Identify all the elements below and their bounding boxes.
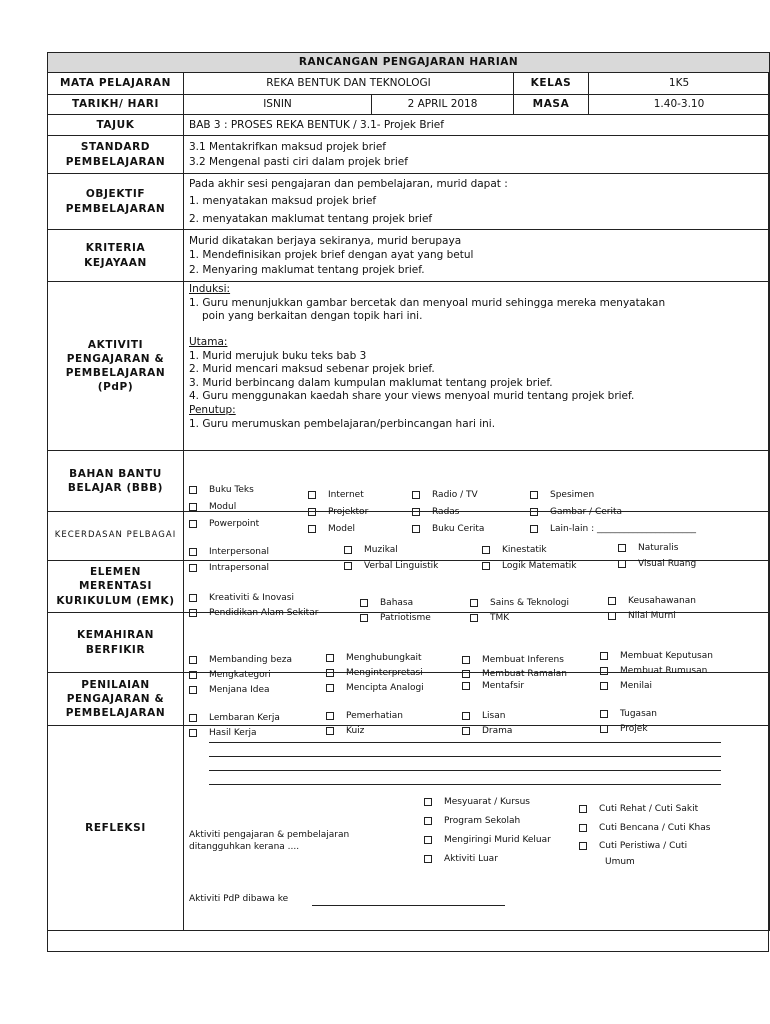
refleksi-line-4[interactable] xyxy=(209,784,721,785)
checkbox-icon xyxy=(600,682,608,690)
aktiviti-content[interactable] xyxy=(184,282,770,451)
bbb-option-modul[interactable]: Modul xyxy=(189,501,236,513)
objektif-label: OBJEKTIF PEMBELAJARAN xyxy=(48,174,184,230)
checkbox-icon xyxy=(579,842,587,850)
kecerdasan-option-intrapersonal[interactable]: Intrapersonal xyxy=(189,562,269,574)
checkbox-icon xyxy=(189,548,197,556)
penilaian-option-projek[interactable]: Projek xyxy=(600,723,648,735)
checkbox-icon xyxy=(344,562,352,570)
bbb-option-powerpoint[interactable]: Powerpoint xyxy=(189,518,259,530)
emk-option-patriotisme[interactable]: Patriotisme xyxy=(360,612,431,624)
kemahiran-option-membanding-beza[interactable]: Membanding beza xyxy=(189,654,292,666)
bbb-option-buku-teks[interactable]: Buku Teks xyxy=(189,484,254,496)
tajuk-label: TAJUK xyxy=(48,115,184,136)
bbb-label: BAHAN BANTU BELAJAR (BBB) xyxy=(48,451,184,512)
utama-heading: Utama: xyxy=(189,335,228,348)
checkbox-icon xyxy=(412,491,420,499)
kemahiran-label: KEMAHIRAN BERFIKIR xyxy=(48,613,184,673)
reason-mesyuarat[interactable]: Mesyuarat / Kursus xyxy=(424,796,530,808)
checkbox-icon xyxy=(360,614,368,622)
checkbox-icon xyxy=(462,670,470,678)
kriteria-content[interactable] xyxy=(184,230,770,282)
dibawa-input-line[interactable] xyxy=(312,905,505,906)
checkbox-icon xyxy=(326,654,334,662)
utama-line-3: 3. Murid berbincang dalam kumpulan maklumat tentang projek brief. xyxy=(189,376,553,389)
checkbox-icon xyxy=(462,682,470,690)
kemahiran-option-menilai[interactable]: Menilai xyxy=(600,680,652,692)
induksi-line-1: 1. Guru menunjukkan gambar bercetak dan menyoal murid sehingga mereka menyatakan xyxy=(189,296,666,309)
page-title: RANCANGAN PENGAJARAN HARIAN xyxy=(48,53,770,73)
kecerdasan-option-logik-matematik[interactable]: Logik Matematik xyxy=(482,560,577,572)
emk-option-kreativiti[interactable]: Kreativiti & Inovasi xyxy=(189,592,294,604)
checkbox-icon xyxy=(189,520,197,528)
kriteria-line-1: Murid dikatakan berjaya sekiranya, murid berupaya xyxy=(189,235,462,248)
standard-content[interactable] xyxy=(184,136,770,174)
checkbox-icon xyxy=(600,710,608,718)
kemahiran-option-membuat-ramalan[interactable]: Membuat Ramalan xyxy=(462,668,567,680)
checkbox-icon xyxy=(189,671,197,679)
bbb-option-projektor[interactable]: Projektor xyxy=(308,506,368,518)
checkbox-icon xyxy=(344,546,352,554)
reason-cuti-rehat[interactable]: Cuti Rehat / Cuti Sakit xyxy=(579,803,698,815)
checkbox-icon xyxy=(579,805,587,813)
refleksi-line-3[interactable] xyxy=(209,770,721,771)
penilaian-label: PENILAIAN PENGAJARAN & PEMBELAJARAN xyxy=(48,673,184,726)
checkbox-icon xyxy=(618,544,626,552)
penilaian-option-lisan[interactable]: Lisan xyxy=(462,710,505,722)
bbb-option-internet[interactable]: Internet xyxy=(308,489,364,501)
bbb-option-model[interactable]: Model xyxy=(308,523,355,535)
reason-cuti-peristiwa[interactable]: Cuti Peristiwa / Cuti xyxy=(579,840,687,852)
checkbox-icon xyxy=(308,508,316,516)
emk-option-sains-teknologi[interactable]: Sains & Teknologi xyxy=(470,597,569,609)
kemahiran-option-membuat-keputusan[interactable]: Membuat Keputusan xyxy=(600,650,713,662)
emk-option-bahasa[interactable]: Bahasa xyxy=(360,597,413,609)
checkbox-icon xyxy=(424,836,432,844)
kriteria-label: KRITERIA KEJAYAAN xyxy=(48,230,184,282)
penilaian-option-hasil-kerja[interactable]: Hasil Kerja xyxy=(189,727,257,739)
tarikh-label: TARIKH/ HARI xyxy=(48,95,184,115)
penilaian-option-tugasan[interactable]: Tugasan xyxy=(600,708,657,720)
tarikh-value[interactable]: 2 APRIL 2018 xyxy=(372,95,514,115)
checkbox-icon xyxy=(600,652,608,660)
checkbox-icon xyxy=(326,669,334,677)
bbb-option-gambar-cerita[interactable]: Gambar / Cerita xyxy=(530,506,622,518)
penilaian-option-lembaran-kerja[interactable]: Lembaran Kerja xyxy=(189,712,280,724)
tangguh-text: Aktiviti pengajaran & pembelajaran ditangguhkan kerana .... xyxy=(189,830,350,852)
checkbox-icon xyxy=(189,594,197,602)
refleksi-line-2[interactable] xyxy=(209,756,721,757)
reason-mengiringi-murid[interactable]: Mengiringi Murid Keluar xyxy=(424,834,551,846)
checkbox-icon xyxy=(482,562,490,570)
checkbox-icon xyxy=(530,508,538,516)
penutup-heading: Penutup: xyxy=(189,404,236,417)
kelas-label: KELAS xyxy=(514,73,589,95)
refleksi-line-1[interactable] xyxy=(209,742,721,743)
penutup-line: 1. Guru merumuskan pembelajaran/perbincangan hari ini. xyxy=(189,417,496,430)
kecerdasan-options xyxy=(184,512,770,573)
reason-aktiviti-luar[interactable]: Aktiviti Luar xyxy=(424,853,498,865)
objektif-content[interactable] xyxy=(184,174,770,230)
mata-pelajaran-value[interactable]: REKA BENTUK DAN TEKNOLOGI xyxy=(184,73,514,95)
checkbox-icon xyxy=(618,560,626,568)
checkbox-icon xyxy=(189,486,197,494)
bbb-option-spesimen[interactable]: Spesimen xyxy=(530,489,594,501)
hari-value[interactable]: ISNIN xyxy=(184,95,372,115)
rph-table xyxy=(47,52,770,931)
bbb-option-radas[interactable]: Radas xyxy=(412,506,460,518)
checkbox-icon xyxy=(360,599,368,607)
kemahiran-option-mencipta-analogi[interactable]: Mencipta Analogi xyxy=(326,682,424,694)
masa-value[interactable]: 1.40-3.10 xyxy=(589,95,770,115)
bbb-option-lain-lain[interactable]: Lain-lain : ______________________ xyxy=(530,523,696,535)
penilaian-option-kuiz[interactable]: Kuiz xyxy=(326,725,364,737)
checkbox-icon xyxy=(326,712,334,720)
checkbox-icon xyxy=(470,599,478,607)
tajuk-value[interactable]: BAB 3 : PROSES REKA BENTUK / 3.1- Projek Brief xyxy=(184,115,770,136)
refleksi-content xyxy=(184,726,770,931)
checkbox-icon xyxy=(424,855,432,863)
reason-program-sekolah[interactable]: Program Sekolah xyxy=(424,815,520,827)
checkbox-icon xyxy=(579,824,587,832)
emk-option-nilai-murni[interactable]: Nilai Murni xyxy=(608,610,676,622)
checkbox-icon xyxy=(482,546,490,554)
kemahiran-option-menghubungkait[interactable]: Menghubungkait xyxy=(326,652,422,664)
standard-line-1: 3.1 Mentakrifkan maksud projek brief xyxy=(189,141,386,154)
checkbox-icon xyxy=(189,503,197,511)
checkbox-icon xyxy=(189,656,197,664)
reason-cuti-umum-text: Umum xyxy=(605,857,635,867)
bbb-options xyxy=(184,451,770,534)
kecerdasan-option-verbal-linguistik[interactable]: Verbal Linguistik xyxy=(344,560,438,572)
kecerdasan-option-muzikal[interactable]: Muzikal xyxy=(344,544,398,556)
checkbox-icon xyxy=(189,686,197,694)
utama-line-1: 1. Murid merujuk buku teks bab 3 xyxy=(189,349,367,362)
utama-line-2: 2. Murid mencari maksud sebenar projek brief. xyxy=(189,363,435,376)
penilaian-option-drama[interactable]: Drama xyxy=(462,725,512,737)
emk-label: ELEMEN MERENTASI KURIKULUM (EMK) xyxy=(48,561,184,613)
kecerdasan-option-interpersonal[interactable]: Interpersonal xyxy=(189,546,269,558)
aktiviti-label: AKTIVITI PENGAJARAN & PEMBELAJARAN (PdP) xyxy=(48,282,184,451)
dibawa-label: Aktiviti PdP dibawa ke xyxy=(189,894,289,904)
kelas-value[interactable]: 1K5 xyxy=(589,73,770,95)
emk-option-keusahawanan[interactable]: Keusahawanan xyxy=(608,595,696,607)
reason-cuti-bencana[interactable]: Cuti Bencana / Cuti Khas xyxy=(579,822,710,834)
kemahiran-option-mengkategori[interactable]: Mengkategori xyxy=(189,669,271,681)
kemahiran-option-membuat-inferens[interactable]: Membuat Inferens xyxy=(462,654,564,666)
kecerdasan-option-naturalis[interactable]: Naturalis xyxy=(618,542,678,554)
kemahiran-option-mentafsir[interactable]: Mentafsir xyxy=(462,680,524,692)
standard-label: STANDARD PEMBELAJARAN xyxy=(48,136,184,174)
standard-line-2: 3.2 Mengenal pasti ciri dalam projek brief xyxy=(189,155,408,168)
objektif-line-1: Pada akhir sesi pengajaran dan pembelajaran, murid dapat : xyxy=(189,178,508,191)
checkbox-icon xyxy=(608,612,616,620)
checkbox-icon xyxy=(462,712,470,720)
objektif-line-3: 2. menyatakan maklumat tentang projek brief xyxy=(189,212,433,225)
kemahiran-option-menjana-idea[interactable]: Menjana Idea xyxy=(189,684,270,696)
checkbox-icon xyxy=(189,609,197,617)
checkbox-icon xyxy=(530,491,538,499)
checkbox-icon xyxy=(608,597,616,605)
objektif-line-2: 1. menyatakan maksud projek brief xyxy=(189,195,377,208)
mata-pelajaran-label: MATA PELAJARAN xyxy=(48,73,184,95)
masa-label: MASA xyxy=(514,95,589,115)
checkbox-icon xyxy=(189,714,197,722)
induksi-heading: Induksi: xyxy=(189,283,231,295)
kemahiran-option-menginterpretasi[interactable]: Menginterpretasi xyxy=(326,667,423,679)
kriteria-line-2: 1. Mendefinisikan projek brief dengan ayat yang betul xyxy=(189,249,474,262)
induksi-line-2: poin yang berkaitan dengan topik hari ini. xyxy=(202,310,423,323)
refleksi-label: REFLEKSI xyxy=(48,726,184,931)
kecerdasan-label: KECERDASAN PELBAGAI xyxy=(48,512,184,561)
utama-line-4: 4. Guru menggunakan kaedah share your views menyoal murid tentang projek brief. xyxy=(189,390,635,403)
kecerdasan-option-visual-ruang[interactable]: Visual Ruang xyxy=(618,558,696,570)
checkbox-icon xyxy=(600,667,608,675)
kecerdasan-option-kinestatik[interactable]: Kinestatik xyxy=(482,544,547,556)
bbb-option-buku-cerita[interactable]: Buku Cerita xyxy=(412,523,484,535)
checkbox-icon xyxy=(412,525,420,533)
checkbox-icon xyxy=(189,564,197,572)
kriteria-line-3: 2. Menyaring maklumat tentang projek brief. xyxy=(189,263,425,276)
emk-option-tmk[interactable]: TMK xyxy=(470,612,509,624)
bbb-option-radio-tv[interactable]: Radio / TV xyxy=(412,489,478,501)
checkbox-icon xyxy=(424,817,432,825)
checkbox-icon xyxy=(308,491,316,499)
penilaian-option-pemerhatian[interactable]: Pemerhatian xyxy=(326,710,403,722)
checkbox-icon xyxy=(424,798,432,806)
emk-option-alam-sekitar[interactable]: Pendidikan Alam Sekitar xyxy=(189,607,318,619)
checkbox-icon xyxy=(462,656,470,664)
kemahiran-option-membuat-rumusan[interactable]: Membuat Rumusan xyxy=(600,665,707,677)
checkbox-icon xyxy=(470,614,478,622)
checkbox-icon xyxy=(326,684,334,692)
checkbox-icon xyxy=(308,525,316,533)
checkbox-icon xyxy=(412,508,420,516)
checkbox-icon xyxy=(530,525,538,533)
